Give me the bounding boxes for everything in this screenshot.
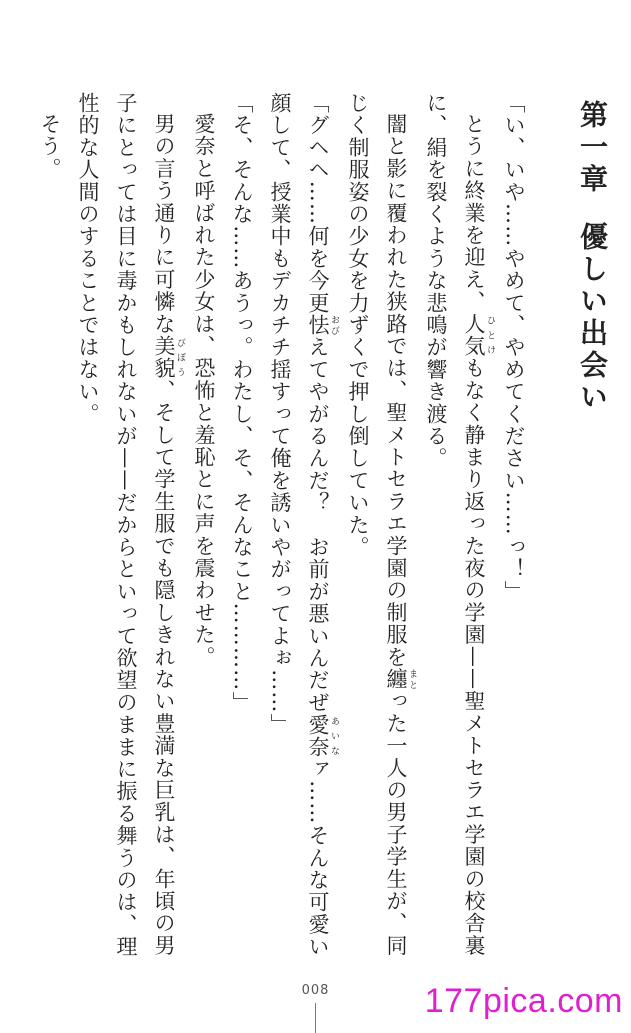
paragraph: そう。: [38, 113, 62, 180]
ruby-text: びぼう: [175, 335, 185, 380]
paragraph: 男の言う通りに可憐な美貌 びぼう、そして学生服でも隠しきれない豊満な巨乳は、年頃の男子にとっては目に毒かもしれないが——だからといって欲望のままに振る舞うのは、理性的な人間のすることではない。: [76, 92, 185, 958]
ruby-text: あいな: [329, 713, 339, 758]
ruby-text: ひとけ: [485, 312, 495, 358]
paragraph: 「そ、そんな……あうっ。わたし、そ、そんなこと…………」: [230, 92, 254, 714]
chapter-number: 第一章: [576, 100, 609, 196]
vertical-text-block: [38, 92, 611, 972]
paragraph: 愛奈と呼ばれた少女は、恐怖と羞恥とに声を震わせた。: [192, 113, 216, 668]
chapter-title: 優しい出会い: [576, 222, 609, 414]
paragraph: 「い、いや……やめて、やめてください……っ！」: [502, 92, 526, 603]
page-number: 008: [301, 983, 330, 998]
watermark-text: 177pica.com: [424, 982, 623, 1020]
paragraph: 闇と影に覆われた狭路では、聖メトセラエ学園の制服を纏 まとった一人の男子学生が、同じく制服姿の少女を力ずくで押し倒していた。: [346, 92, 417, 957]
page-number-rule: [315, 1003, 316, 1033]
ruby-text: おび: [329, 314, 339, 337]
chapter-heading: [573, 92, 611, 972]
paragraph: 「グヘヘ……何を今更怯 おびえてやがるんだ？ お前が悪いんだぜ愛奈 あいなァ……そんな可愛い顔して、授業中もデカチチ揺すって俺を誘いやがってよぉ……」: [268, 92, 339, 958]
ruby-text: まと: [407, 668, 417, 691]
paragraph: とうに終業を迎え、人気 ひとけもなく静まり返った夜の学園——聖メトセラエ学園の校舎裏に、絹を裂くような悲鳴が響き渡る。: [424, 92, 495, 957]
